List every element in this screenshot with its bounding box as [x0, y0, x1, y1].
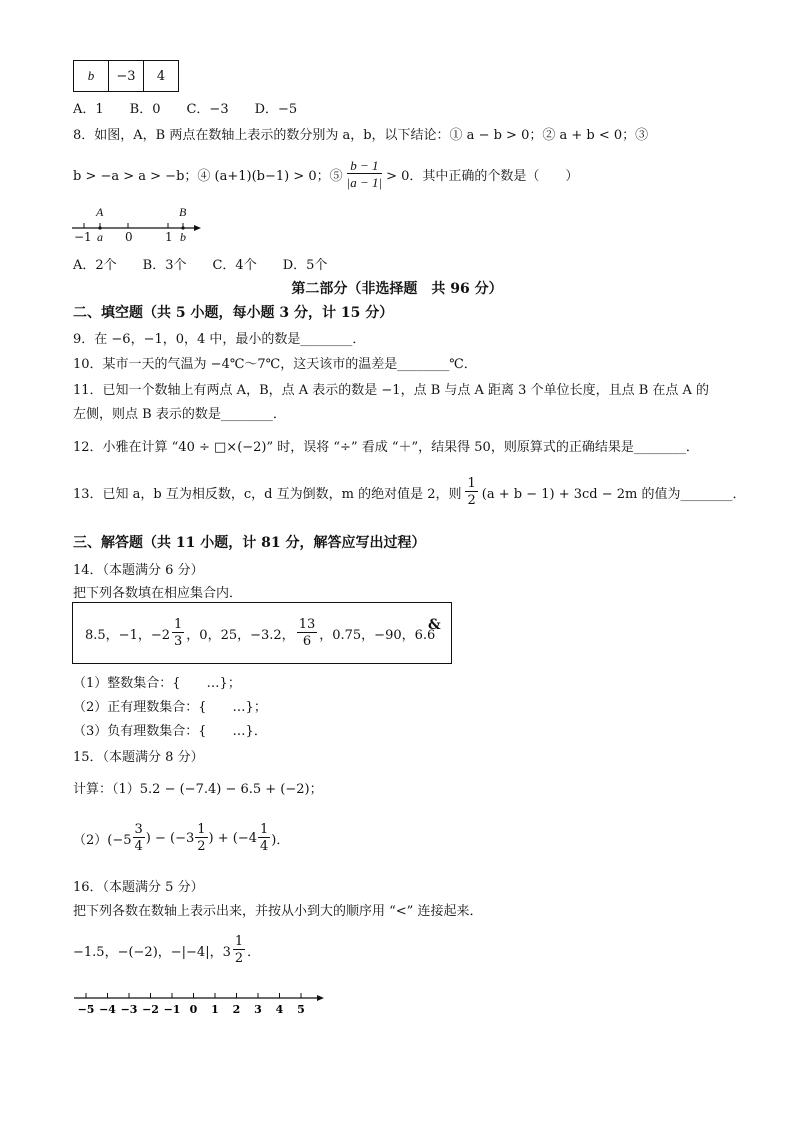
q8-point-a-label: A — [96, 205, 104, 219]
q15-part2 — [73, 818, 289, 858]
q8-point-b-label: B — [179, 205, 187, 219]
q15-fraction — [258, 823, 270, 853]
q13-frac-num: 1 — [467, 476, 476, 491]
q14-repeat-mark: & — [428, 617, 441, 633]
q16-frac-num: 1 — [234, 934, 244, 949]
q15-frac-num: 1 — [260, 822, 269, 837]
axis-tick-label: −4 — [99, 1003, 116, 1016]
q8-options: A．2个 B．3个 C．4个 D．5个 — [73, 258, 328, 273]
q10: 10．某市一天的气温为 −4℃～7℃，这天该市的温差是________℃． — [73, 357, 477, 372]
q9: 9．在 −6，−1，0，4 中，最小的数是________． — [73, 332, 366, 347]
q14-frac-den: 6 — [302, 634, 312, 649]
q14-set3: （3）负有理数集合：{ …}． — [73, 724, 267, 739]
q16-header: 16．（本题满分 5 分） — [73, 880, 204, 895]
q11-line2: 左侧，则点 B 表示的数是________． — [73, 407, 286, 422]
table-cell: b — [74, 61, 109, 92]
axis-tick-label: 0 — [189, 1003, 198, 1016]
part2-title: 第二部分（非选择题 共 96 分） — [291, 281, 503, 297]
q8-frac-num: b − 1 — [347, 159, 382, 174]
q8-fraction — [347, 159, 382, 189]
q16-numbers — [73, 930, 260, 970]
q15-text: （2）(−5 — [73, 832, 132, 848]
section2-title: 二、填空题（共 5 小题，每小题 3 分，计 15 分） — [73, 305, 394, 321]
q14-box-text: ，0.75，−90，6.6 — [319, 627, 436, 643]
axis-tick-label: 5 — [297, 1003, 305, 1016]
q15-text: ) − (−3 — [145, 830, 195, 846]
q14-box-text: ，0，25，−3.2， — [186, 627, 295, 643]
q16-fraction — [233, 935, 245, 965]
q8-tick-label: b — [180, 230, 186, 244]
q15-frac-num: 3 — [134, 822, 143, 837]
q16-number-axis — [72, 990, 332, 1020]
q13 — [73, 472, 746, 512]
q14-number-list — [85, 613, 435, 653]
q13-fraction — [465, 477, 477, 507]
q8-frac-den: |a − 1| — [346, 175, 383, 190]
table-cell: −3 — [109, 61, 144, 92]
q15-part1: 计算：（1）5.2 − (−7.4) − 6.5 + (−2)； — [73, 782, 323, 797]
q16-frac-den: 2 — [234, 951, 244, 966]
q16-text: ． — [247, 944, 261, 960]
q14-set1: （1）整数集合：{ …}； — [73, 676, 241, 691]
axis-tick-label: 1 — [211, 1003, 219, 1016]
q8-tick-label: −1 — [74, 230, 92, 244]
axis-tick-label: −5 — [77, 1003, 95, 1016]
axis-tick-label: −3 — [120, 1003, 138, 1016]
q14-fraction — [172, 618, 184, 648]
q8-line2-b: > 0．其中正确的个数是（ ） — [386, 168, 579, 184]
q7-options: A．1 B．0 C．−3 D．−5 — [73, 102, 298, 117]
value-table — [73, 60, 179, 92]
q8-line1: 8．如图，A，B 两点在数轴上表示的数分别为 a，b，以下结论：① a − b > 0；② a + b < 0；③ — [73, 128, 649, 143]
q8-tick-label: 0 — [125, 230, 133, 244]
axis-tick-label: −1 — [163, 1003, 181, 1016]
q15-header: 15．（本题满分 8 分） — [73, 750, 204, 765]
q11-line1: 11．已知一个数轴上有两点 A，B，点 A 表示的数是 −1，点 B 与点 A 距离 3 个单位长度，且点 B 在点 A 的 — [73, 383, 710, 398]
q14-fraction — [297, 618, 318, 648]
q16-text: −1.5，−(−2)，−|−4|，3 — [73, 944, 231, 960]
q14-instruction: 把下列各数填在相应集合内． — [73, 586, 243, 601]
q15-frac-num: 1 — [197, 822, 206, 837]
q8-line2 — [73, 156, 578, 192]
axis-tick-label: 3 — [254, 1003, 262, 1016]
q15-frac-den: 2 — [197, 839, 206, 854]
axis-tick-label: 2 — [232, 1003, 241, 1016]
q15-frac-den: 4 — [260, 839, 269, 854]
q14-header: 14．（本题满分 6 分） — [73, 563, 204, 578]
q12: 12．小雅在计算 “40 ÷ □×(−2)” 时，误将 “÷” 看成 “＋”，结果得 50，则原算式的正确结果是________． — [73, 440, 699, 455]
q14-frac-num: 13 — [298, 617, 316, 632]
q14-frac-den: 3 — [174, 634, 183, 649]
q14-frac-num: 1 — [174, 617, 183, 632]
q15-text: ) + (−4 — [208, 830, 258, 846]
q15-frac-den: 4 — [134, 839, 143, 854]
section3-title: 三、解答题（共 11 小题，计 81 分，解答应写出过程） — [73, 535, 426, 551]
q8-line2-a: b > −a > a > −b；④ (a+1)(b−1) > 0；⑤ — [73, 168, 343, 184]
axis-tick-label: 4 — [275, 1003, 284, 1016]
q15-fraction — [133, 823, 145, 853]
q14-box-text: 8.5，−1，−2 — [85, 627, 171, 643]
q8-tick-label: 1 — [165, 230, 173, 244]
q15-fraction — [195, 823, 207, 853]
q14-number-box — [72, 602, 452, 664]
axis-tick-label: −2 — [142, 1003, 159, 1016]
q15-text: )． — [271, 832, 290, 848]
q13-pre: 13．已知 a，b 互为相反数，c，d 互为倒数，m 的绝对值是 2，则 — [73, 486, 462, 502]
q13-post: (a + b − 1) + 3cd − 2m 的值为________． — [481, 486, 746, 502]
q14-set2: （2）正有理数集合：{ …}； — [73, 700, 267, 715]
q13-frac-den: 2 — [467, 493, 476, 508]
table-cell: 4 — [144, 61, 179, 92]
q8-tick-label: a — [97, 230, 103, 244]
q16-instruction: 把下列各数在数轴上表示出来，并按从小到大的顺序用 “<” 连接起来． — [73, 904, 483, 919]
